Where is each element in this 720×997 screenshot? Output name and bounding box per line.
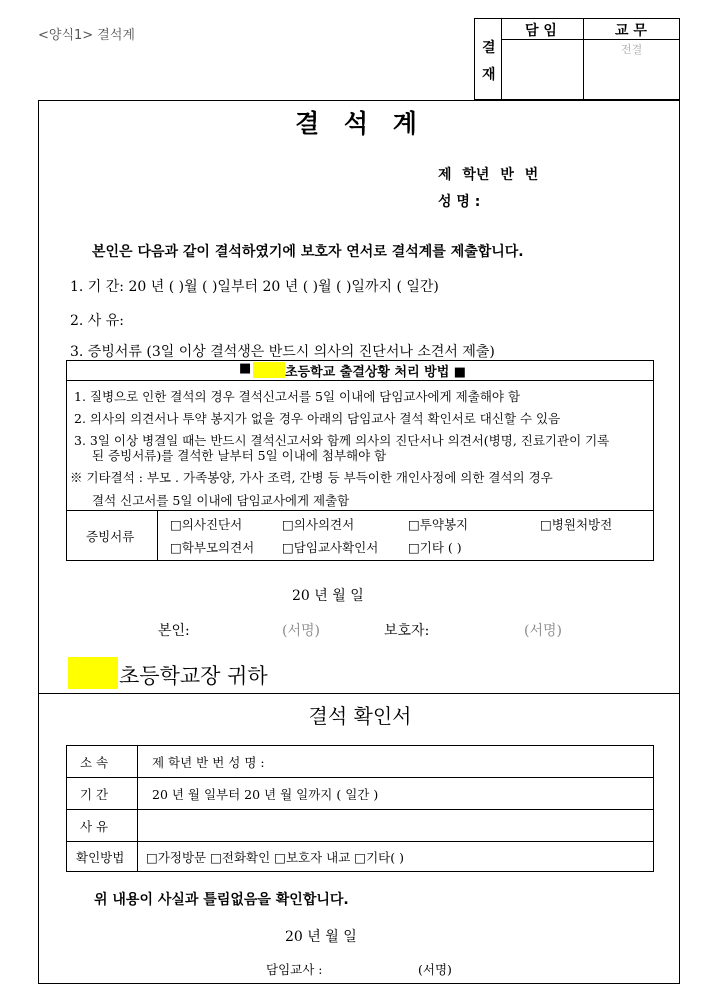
approval-box — [474, 18, 680, 100]
approval-col2-note: 전결 — [621, 43, 643, 56]
approval-side-label-1: 결 — [482, 40, 496, 56]
option-other[interactable]: □기타 ( ) — [408, 540, 462, 555]
approval-col2-header: 교 무 — [615, 23, 647, 39]
student-name-line: 성 명 : — [438, 194, 481, 210]
self-signature[interactable]: (서명) — [282, 623, 320, 639]
option-prescription[interactable]: □병원처방전 — [540, 517, 613, 532]
confirm-title: 결석 확인서 — [308, 704, 412, 728]
confirm-statement: 위 내용이 사실과 틀림없음을 확인합니다. — [94, 892, 349, 908]
page-title: 결 석 계 — [295, 109, 425, 138]
option-medicine-bag[interactable]: □투약봉지 — [408, 517, 469, 532]
guide-rule-2: 2. 의사의 의견서나 투약 봉지가 없을 경우 아래의 담임교사 결석 확인서로 대신할 수 있음 — [74, 411, 561, 426]
approval-col1-header: 담 임 — [525, 23, 557, 39]
approval-side-label-2: 재 — [482, 67, 496, 83]
guide-rule-3b: 된 증빙서류)를 결석한 날부터 5일 이내에 첨부해야 함 — [92, 448, 387, 463]
option-teacher-confirmation[interactable]: □담임교사확인서 — [282, 540, 379, 555]
teacher-label: 담임교사 : — [266, 962, 323, 977]
statement: 본인은 다음과 같이 결석하였기에 보호자 연서로 결석계를 제출합니다. — [92, 244, 524, 260]
student-class-line: 제 학년 반 번 — [438, 167, 539, 183]
item-documents: 3. 증빙서류 (3일 이상 결석생은 반드시 의사의 진단서나 소견서 제출) — [70, 344, 495, 360]
option-doctor-diagnosis[interactable]: □의사진단서 — [170, 517, 243, 532]
guardian-signature[interactable]: (서명) — [524, 623, 562, 639]
evidence-label: 증빙서류 — [86, 529, 135, 544]
guide-title: 초등학교 출결상황 처리 방법 ■ — [285, 365, 467, 380]
confirm-row-label: 기 간 — [80, 787, 109, 802]
school-name-field[interactable] — [68, 657, 118, 689]
section-divider — [38, 693, 680, 694]
teacher-signature[interactable]: (서명) — [418, 962, 452, 977]
guide-note-b: 결석 신고서를 5일 이내에 담임교사에게 제출함 — [92, 493, 350, 508]
confirm-row-label: 소 속 — [80, 755, 109, 770]
guide-title-prefix: ■ — [239, 361, 252, 376]
option-doctor-opinion[interactable]: □의사의견서 — [282, 517, 355, 532]
confirm-row-value[interactable]: 20 년 월 일부터 20 년 월 일까지 ( 일간 ) — [152, 787, 379, 802]
guide-rule-1: 1. 질병으로 인한 결석의 경우 결석신고서를 5일 이내에 담임교사에게 제출해야 함 — [74, 389, 521, 404]
guide-rule-3a: 3. 3일 이상 병결일 때는 반드시 결석신고서와 함께 의사의 진단서나 의견서(병명, 진료기관이 기록 — [74, 433, 610, 448]
option-parent-opinion[interactable]: □학부모의견서 — [170, 540, 255, 555]
item-reason: 2. 사 유: — [70, 313, 125, 329]
confirm-row-label: 사 유 — [80, 819, 109, 834]
confirm-row-value[interactable]: 제 학년 반 번 성 명 : — [152, 755, 265, 770]
item-period: 1. 기 간: 20 년 ( )월 ( )일부터 20 년 ( )월 ( )일까지 ( 일간) — [70, 279, 439, 295]
school-name-highlight — [253, 362, 285, 378]
confirm-row-value[interactable]: □가정방문 □전화확인 □보호자 내교 □기타( ) — [146, 850, 404, 865]
guide-note-a: ※ 기타결석 : 부모 . 가족봉양, 가사 조력, 간병 등 부득이한 개인사정에 의한 결석의 경우 — [70, 470, 553, 485]
date-line: 20 년 월 일 — [292, 588, 364, 604]
form-label: <양식1> 결석계 — [38, 28, 135, 43]
addressee: 초등학교장 귀하 — [119, 664, 268, 688]
confirm-row-label: 확인방법 — [76, 850, 125, 865]
self-label: 본인: — [158, 623, 190, 639]
confirm-date-line: 20 년 월 일 — [285, 929, 357, 945]
guardian-label: 보호자: — [384, 623, 430, 639]
